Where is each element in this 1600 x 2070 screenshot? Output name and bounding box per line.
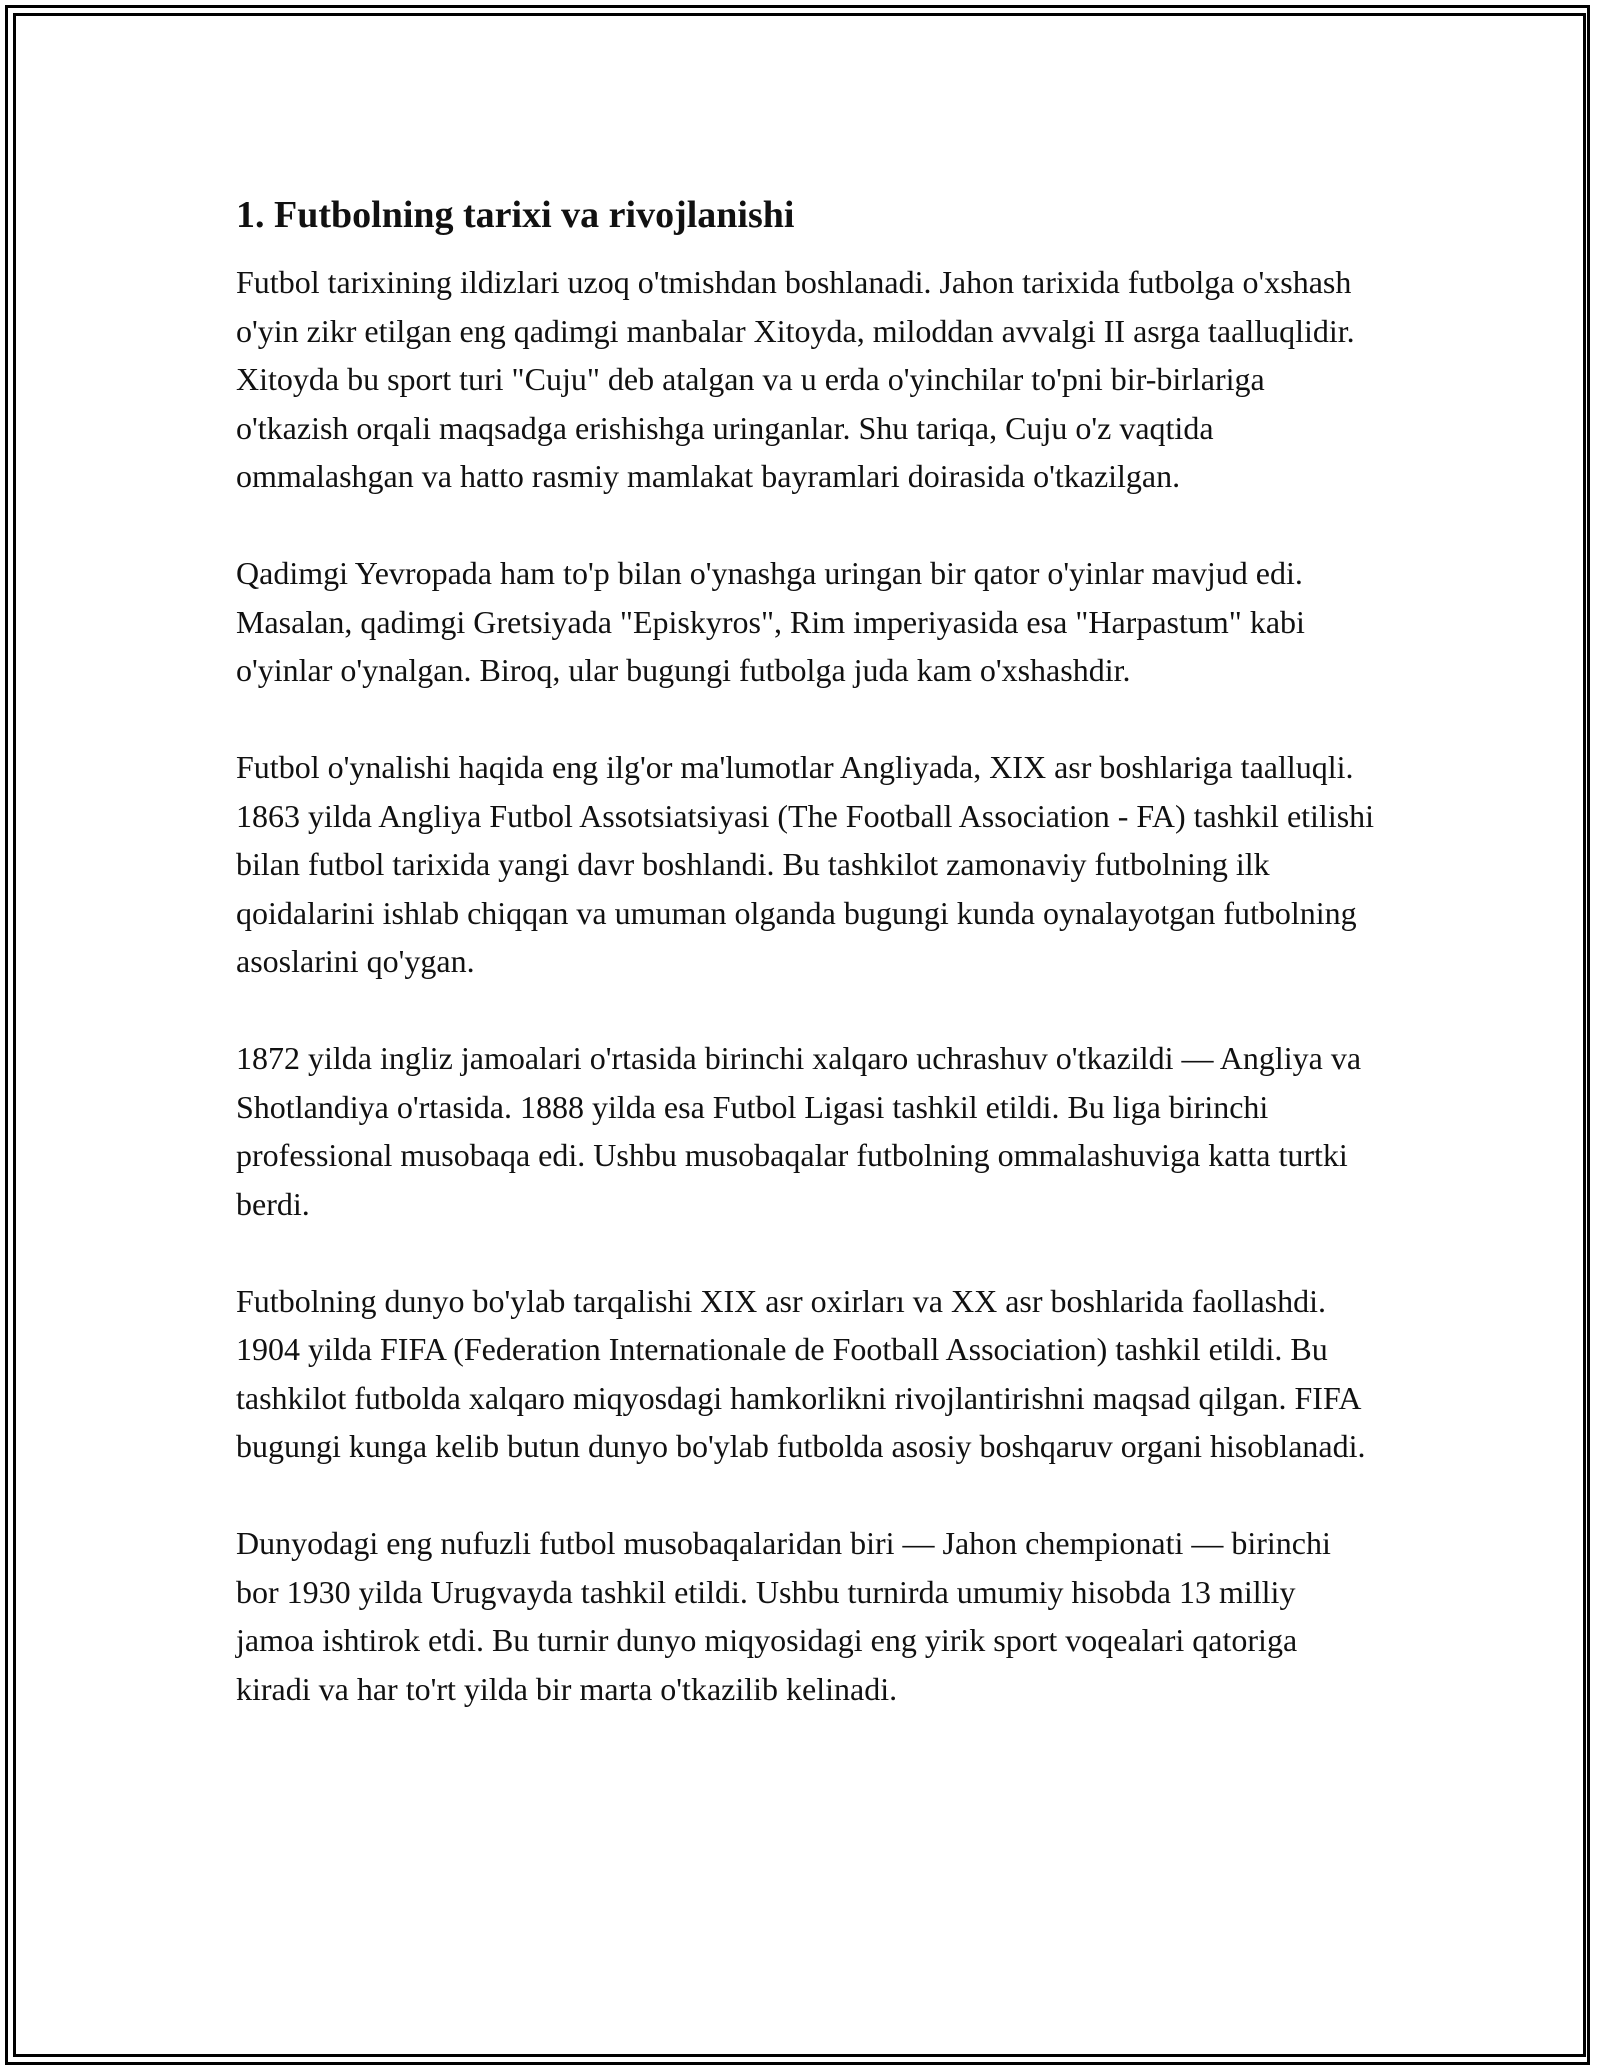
paragraph-2: Qadimgi Yevropada ham to'p bilan o'ynashga uringan bir qator o'yinlar mavjud edi. Masalan, qadimgi Gretsiyada "Episkyros", Rim imperiyasida esa "Harpastum" kabi o'yinlar o'ynalgan. Biroq, ular bugungi futbolga juda kam o'xshashdir. bbox=[236, 555, 1305, 688]
paragraph-5: Futbolning dunyo bo'ylab tarqalishi XIX asr oxirları va XX asr boshlarida faollashdi. 1904 yilda FIFA (Federation Internationale de Football Association) tashkil etildi. Bu tashkilot futbolda xalqaro miqyosdagi hamkorlikni rivojlantirishni maqsad qilgan. FIFA bugungi kunga kelib butun dunyo bo'ylab futbolda asosiy boshqaruv organi hisoblanadi. bbox=[236, 1282, 1366, 1464]
document-body bbox=[236, 190, 1376, 1713]
paragraph-1: Futbol tarixining ildizlari uzoq o'tmishdan boshlanadi. Jahon tarixida futbolga o'xshash o'yin zikr etilgan eng qadimgi manbalar Xitoyda, miloddan avvalgi II asrga taalluqlidir. Xitoyda bu sport turi "Cuju" deb atalgan va u erda o'yinchilar to'pni bir-birlariga o'tkazish orqali maqsadga erishishga uringanlar. Shu tariqa, Cuju o'z vaqtida ommalashgan va hatto rasmiy mamlakat bayramlari doirasida o'tkazilgan. bbox=[236, 264, 1355, 494]
paragraph-6: Dunyodagi eng nufuzli futbol musobaqalaridan biri — Jahon chempionati — birinchi bor 1930 yilda Urugvayda tashkil etildi. Ushbu turnirda umumiy hisobda 13 milliy jamoa ishtirok etdi. Bu turnir dunyo miqyosidagi eng yirik sport voqealari qatoriga kiradi va har to'rt yilda bir marta o'tkazilib kelinadi. bbox=[236, 1525, 1331, 1707]
section-heading: 1. Futbolning tarixi va rivojlanishi bbox=[236, 194, 795, 236]
paragraph-3: Futbol o'ynalishi haqida eng ilg'or ma'lumotlar Angliyada, XIX asr boshlariga taalluqli. 1863 yilda Angliya Futbol Assotsiatsiyasi (The Football Association - FA) tashkil etilishi bilan futbol tarixida yangi davr boshlandi. Bu tashkilot zamonaviy futbolning ilk qoidalarini ishlab chiqqan va umuman olganda bugungi kunda oynalayotgan futbolning asoslarini qo'ygan. bbox=[236, 749, 1375, 979]
paragraph-4: 1872 yilda ingliz jamoalari o'rtasida birinchi xalqaro uchrashuv o'tkazildi — Angliya va Shotlandiya o'rtasida. 1888 yilda esa Futbol Ligasi tashkil etildi. Bu liga birinchi professional musobaqa edi. Ushbu musobaqalar futbolning ommalashuviga katta turtki berdi. bbox=[236, 1040, 1362, 1222]
